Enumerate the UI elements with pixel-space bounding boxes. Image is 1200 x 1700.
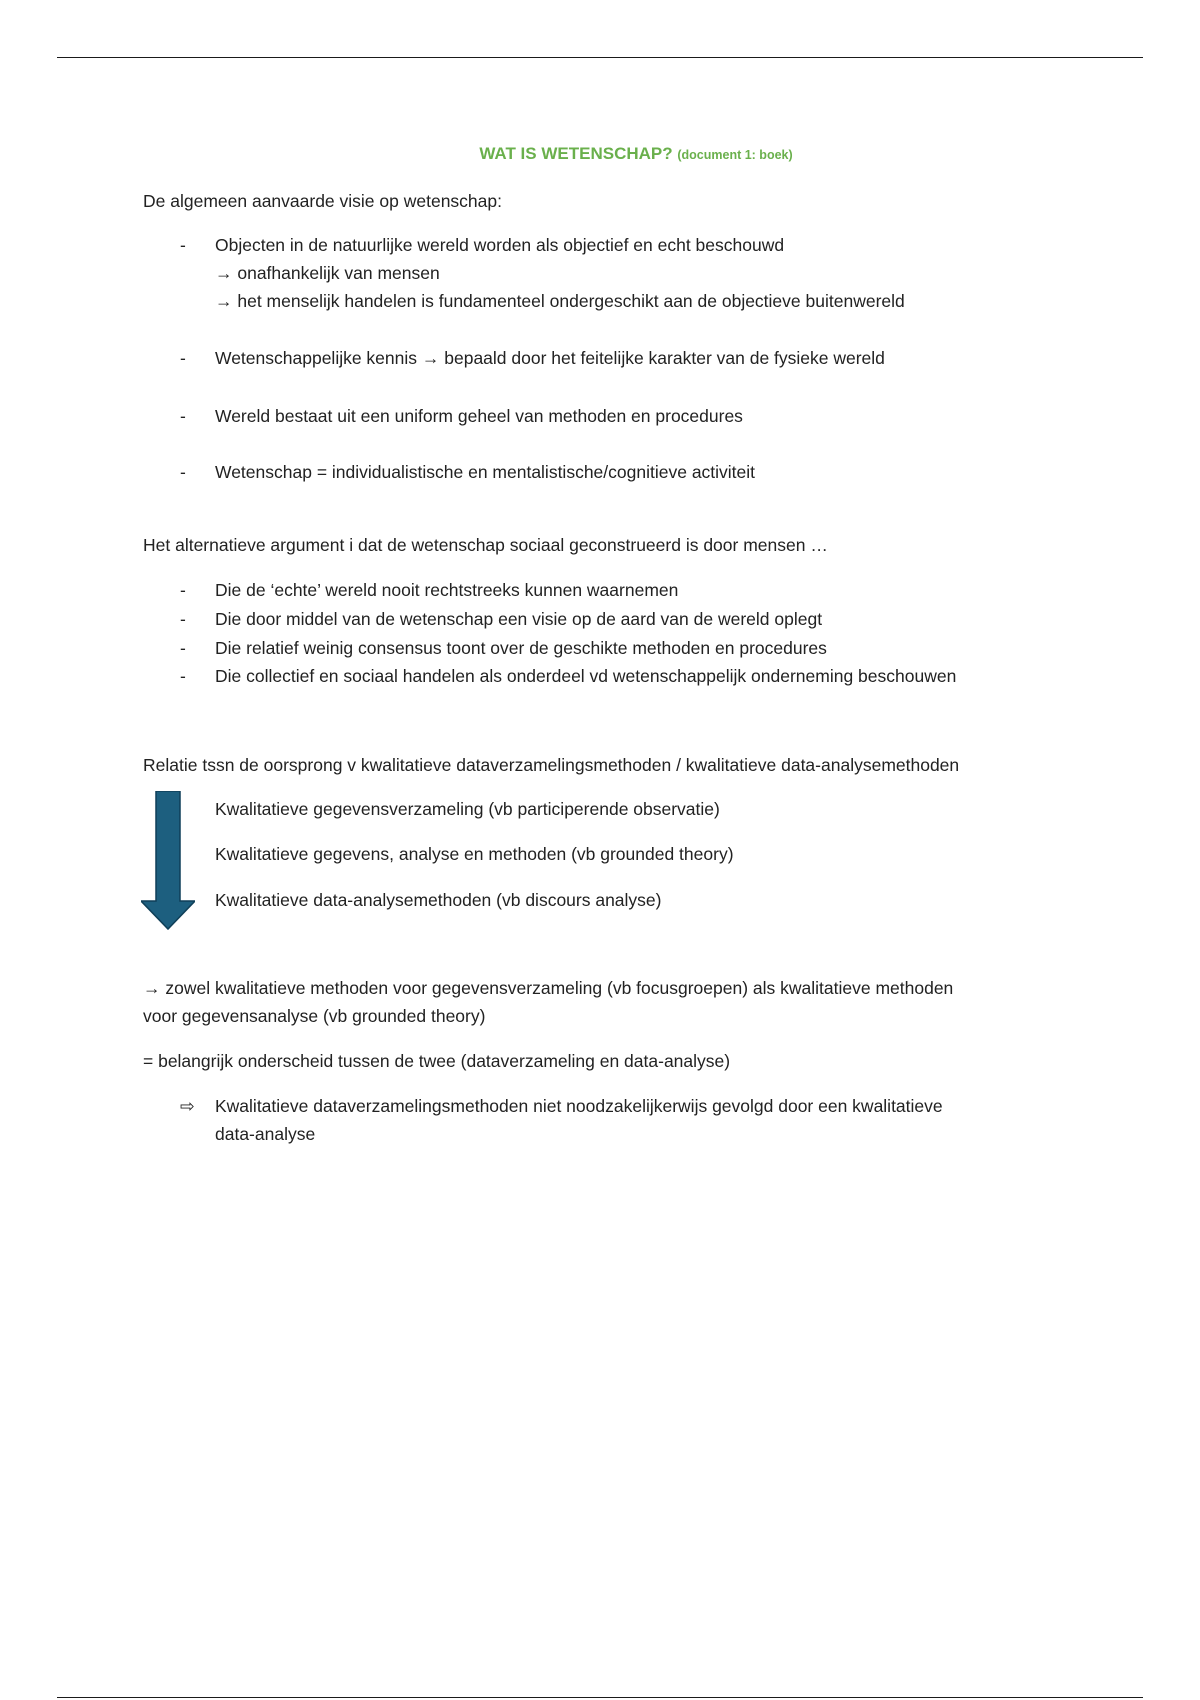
title-main: WAT IS WETENSCHAP?: [479, 144, 673, 163]
alternative-argument: Het alternatieve argument i dat de wetenschap sociaal geconstrueerd is door mensen …: [143, 535, 828, 555]
methods-sentence: → zowel kwalitatieve methoden voor gegevensverzameling (vb focusgroepen) als kwalitatieve methoden: [143, 978, 954, 998]
arrow-bullet-icon: ⇨: [180, 1096, 195, 1116]
list-item-text: Wetenschap = individualistische en mentalistische/cognitieve activiteit: [215, 462, 756, 482]
methods-sentence-continued: voor gegevensanalyse (vb grounded theory): [143, 1006, 486, 1026]
flow-step: Kwalitatieve data-analysemethoden (vb discours analyse): [215, 890, 662, 910]
sub-point: → onafhankelijk van mensen: [215, 263, 440, 283]
bullet-dash: -: [180, 580, 186, 600]
flow-step: Kwalitatieve gegevensverzameling (vb participerende observatie): [215, 799, 720, 819]
footer-rule: [57, 1697, 1143, 1698]
list-item-text: Die relatief weinig consensus toont over de geschikte methoden en procedures: [215, 638, 827, 658]
intro-text: De algemeen aanvaarde visie op wetenschap:: [143, 191, 502, 211]
list-item-text: Objecten in de natuurlijke wereld worden als objectief en echt beschouwd: [215, 235, 785, 255]
header-rule: [57, 57, 1143, 58]
bullet-dash: -: [180, 235, 186, 255]
bullet-dash: -: [180, 348, 186, 368]
arrow-shape: [141, 791, 195, 929]
relation-heading: Relatie tssn de oorsprong v kwalitatieve dataverzamelingsmethoden / kwalitatieve data-analysemethoden: [143, 755, 960, 775]
conclusion-text-continued: data-analyse: [215, 1124, 316, 1144]
sub-point: → het menselijk handelen is fundamenteel ondergeschikt aan de objectieve buitenwereld: [215, 291, 905, 311]
flow-step: Kwalitatieve gegevens, analyse en methoden (vb grounded theory): [215, 844, 734, 864]
bullet-dash: -: [180, 609, 186, 629]
list-item-text: Die door middel van de wetenschap een visie op de aard van de wereld oplegt: [215, 609, 823, 629]
list-item-text: Die de ‘echte’ wereld nooit rechtstreeks kunnen waarnemen: [215, 580, 679, 600]
list-item-text: Wereld bestaat uit een uniform geheel van methoden en procedures: [215, 406, 743, 426]
title-source: (document 1: boek): [677, 148, 793, 162]
bullet-dash: -: [180, 406, 186, 426]
list-item-text: Die collectief en sociaal handelen als onderdeel vd wetenschappelijk onderneming beschouwen: [215, 666, 957, 686]
down-arrow-icon: [141, 791, 195, 931]
list-item-text: Wetenschappelijke kennis → bepaald door het feitelijke karakter van de fysieke wereld: [215, 348, 885, 368]
bullet-dash: -: [180, 638, 186, 658]
bullet-dash: -: [180, 666, 186, 686]
bullet-dash: -: [180, 462, 186, 482]
distinction-text: = belangrijk onderscheid tussen de twee (dataverzameling en data-analyse): [143, 1051, 731, 1071]
conclusion-text: Kwalitatieve dataverzamelingsmethoden niet noodzakelijkerwijs gevolgd door een kwalitatieve: [215, 1096, 943, 1116]
page-title: [0, 144, 1200, 164]
